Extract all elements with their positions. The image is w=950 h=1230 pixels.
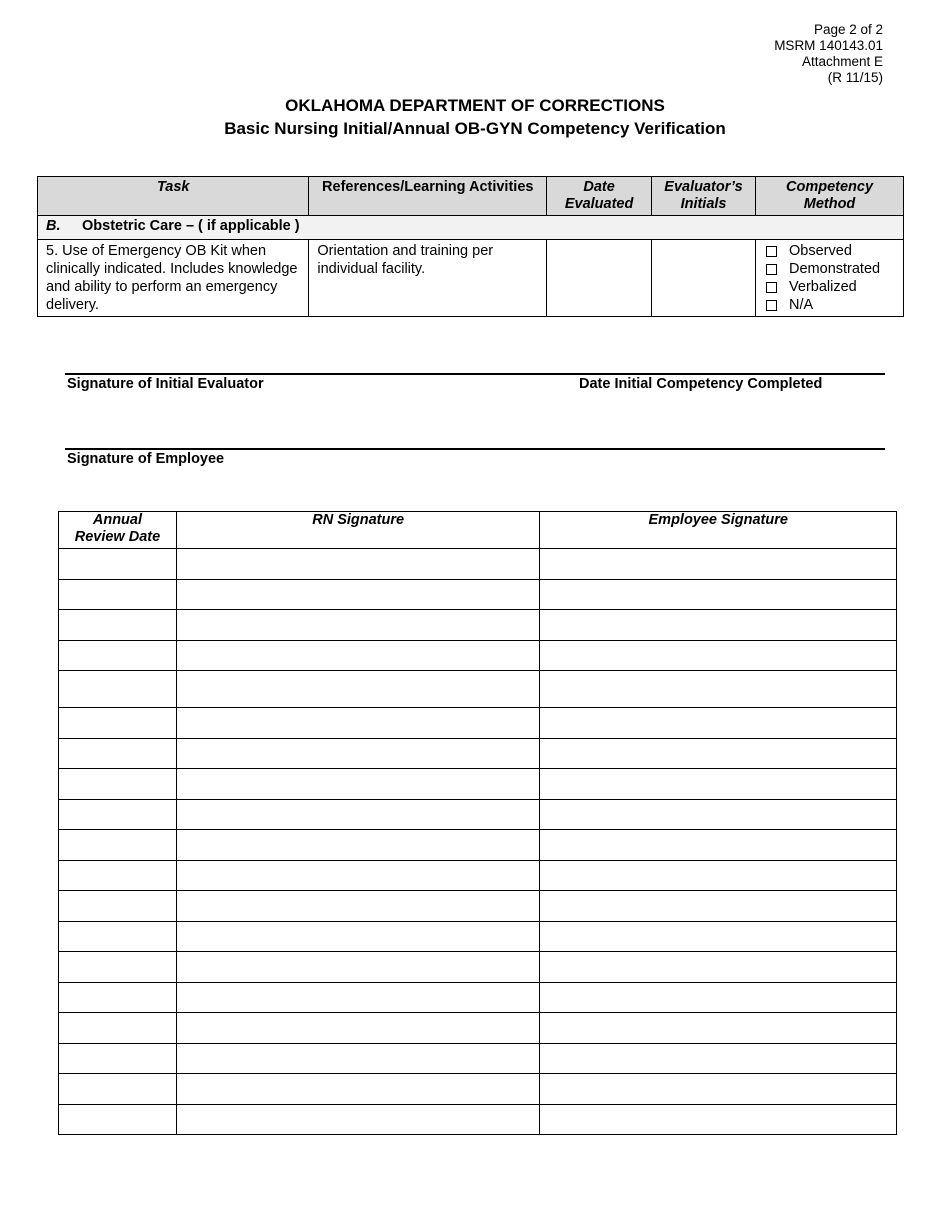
section-letter: B. (46, 218, 61, 234)
checkbox[interactable] (766, 246, 777, 257)
employee-signature-cell[interactable] (540, 1013, 897, 1044)
annual-review-table (58, 511, 897, 1135)
employee-signature-cell[interactable] (540, 1074, 897, 1105)
department-title: OKLAHOMA DEPARTMENT OF CORRECTIONS (285, 96, 665, 115)
rn-signature-cell[interactable] (176, 549, 540, 580)
rn-signature-cell[interactable] (176, 921, 540, 952)
checkbox[interactable] (766, 264, 777, 275)
method-label: Observed (789, 243, 852, 259)
review-date-cell[interactable] (59, 610, 177, 641)
review-row (59, 769, 897, 800)
review-row (59, 610, 897, 641)
date-header-line1: Date (583, 179, 615, 195)
rn-signature-header: RN Signature (176, 512, 540, 549)
review-date-cell[interactable] (59, 1074, 177, 1105)
review-row (59, 1043, 897, 1074)
rn-signature-cell[interactable] (176, 640, 540, 671)
employee-signature-cell[interactable] (540, 579, 897, 610)
review-date-cell[interactable] (59, 799, 177, 830)
review-row (59, 1104, 897, 1135)
rn-signature-cell[interactable] (176, 738, 540, 769)
review-date-cell[interactable] (59, 671, 177, 708)
evaluator-initials-cell[interactable] (652, 240, 756, 317)
section-row (38, 216, 904, 240)
task-cell: 5. Use of Emergency OB Kit when clinically indicated. Includes knowledge and ability to perform an emergency delivery. (38, 240, 309, 317)
employee-signature-header: Employee Signature (540, 512, 897, 549)
review-row (59, 830, 897, 861)
date-evaluated-cell[interactable] (547, 240, 652, 317)
review-date-cell[interactable] (59, 738, 177, 769)
references-header: References/Learning Activities (309, 177, 547, 216)
date-completed-label: Date Initial Competency Completed (579, 376, 823, 392)
rn-signature-cell[interactable] (176, 769, 540, 800)
review-date-cell[interactable] (59, 1013, 177, 1044)
review-header-row (59, 512, 897, 549)
section-title: Obstetric Care – ( if applicable ) (82, 218, 300, 234)
employee-signature-cell[interactable] (540, 891, 897, 922)
employee-signature-cell[interactable] (540, 982, 897, 1013)
rn-signature-cell[interactable] (176, 1043, 540, 1074)
initial-evaluator-label: Signature of Initial Evaluator (67, 376, 264, 392)
review-row (59, 579, 897, 610)
employee-signature-line[interactable] (65, 448, 885, 450)
review-row (59, 921, 897, 952)
review-row (59, 952, 897, 983)
rn-signature-cell[interactable] (176, 610, 540, 641)
method-label: Verbalized (789, 279, 857, 295)
form-title: Basic Nursing Initial/Annual OB-GYN Competency Verification (224, 119, 726, 138)
method-option[interactable] (766, 296, 895, 314)
review-row (59, 799, 897, 830)
rn-signature-cell[interactable] (176, 860, 540, 891)
employee-signature-cell[interactable] (540, 610, 897, 641)
review-date-cell[interactable] (59, 579, 177, 610)
competency-table (37, 176, 904, 317)
employee-signature-cell[interactable] (540, 1043, 897, 1074)
review-date-cell[interactable] (59, 891, 177, 922)
form-number: MSRM 140143.01 (774, 38, 883, 53)
employee-signature-cell[interactable] (540, 549, 897, 580)
date-header-line2: Evaluated (564, 196, 634, 212)
initials-header (652, 177, 756, 216)
review-date-cell[interactable] (59, 708, 177, 739)
review-date-cell[interactable] (59, 952, 177, 983)
rn-signature-cell[interactable] (176, 671, 540, 708)
review-row (59, 671, 897, 708)
checkbox[interactable] (766, 300, 777, 311)
review-body (59, 549, 897, 1135)
employee-signature-cell[interactable] (540, 708, 897, 739)
employee-signature-cell[interactable] (540, 860, 897, 891)
rn-signature-cell[interactable] (176, 830, 540, 861)
review-date-cell[interactable] (59, 830, 177, 861)
review-row (59, 640, 897, 671)
review-date-cell[interactable] (59, 1104, 177, 1135)
rn-signature-cell[interactable] (176, 799, 540, 830)
method-cell (756, 240, 904, 317)
evaluator-signature-line[interactable] (65, 373, 885, 375)
review-date-header (59, 512, 177, 549)
review-row (59, 891, 897, 922)
review-row (59, 708, 897, 739)
review-date-header-line2: Review Date (74, 529, 161, 545)
review-date-cell[interactable] (59, 921, 177, 952)
competency-header-row (38, 177, 904, 216)
employee-signature-cell[interactable] (540, 799, 897, 830)
employee-signature-cell[interactable] (540, 738, 897, 769)
attachment-label: Attachment E (801, 54, 883, 69)
review-date-cell[interactable] (59, 982, 177, 1013)
employee-signature-label: Signature of Employee (67, 451, 225, 467)
review-row (59, 982, 897, 1013)
method-option[interactable] (766, 278, 895, 296)
employee-signature-cell[interactable] (540, 769, 897, 800)
date-evaluated-header (547, 177, 652, 216)
rn-signature-cell[interactable] (176, 1104, 540, 1135)
revision-date: (R 11/15) (827, 70, 883, 85)
review-row (59, 1013, 897, 1044)
rn-signature-cell[interactable] (176, 579, 540, 610)
review-date-cell[interactable] (59, 640, 177, 671)
method-option[interactable] (766, 260, 895, 278)
employee-signature-cell[interactable] (540, 952, 897, 983)
review-date-cell[interactable] (59, 769, 177, 800)
review-date-cell[interactable] (59, 1043, 177, 1074)
review-date-cell[interactable] (59, 549, 177, 580)
rn-signature-cell[interactable] (176, 982, 540, 1013)
rn-signature-cell[interactable] (176, 891, 540, 922)
method-header-line1: Competency (785, 179, 874, 195)
task-header: Task (38, 177, 309, 216)
rn-signature-cell[interactable] (176, 708, 540, 739)
page-number: Page 2 of 2 (813, 22, 883, 37)
form-header-info (774, 22, 883, 86)
employee-signature-cell[interactable] (540, 921, 897, 952)
employee-signature-cell[interactable] (540, 671, 897, 708)
review-row (59, 738, 897, 769)
references-cell: Orientation and training per individual facility. (309, 240, 547, 317)
review-row (59, 860, 897, 891)
review-date-cell[interactable] (59, 860, 177, 891)
initials-header-line1: Evaluator’s (664, 179, 743, 195)
rn-signature-cell[interactable] (176, 952, 540, 983)
competency-row (38, 240, 904, 317)
initials-header-line2: Initials (680, 196, 727, 212)
employee-signature-cell[interactable] (540, 640, 897, 671)
review-row (59, 549, 897, 580)
method-header-line2: Method (803, 196, 856, 212)
method-label: Demonstrated (789, 261, 881, 277)
review-row (59, 1074, 897, 1105)
checkbox[interactable] (766, 282, 777, 293)
method-label: N/A (789, 297, 814, 313)
employee-signature-cell[interactable] (540, 830, 897, 861)
employee-signature-cell[interactable] (540, 1104, 897, 1135)
rn-signature-cell[interactable] (176, 1013, 540, 1044)
method-option[interactable] (766, 242, 895, 260)
section-label (38, 216, 904, 240)
review-date-header-line1: Annual (92, 512, 143, 528)
rn-signature-cell[interactable] (176, 1074, 540, 1105)
method-header (756, 177, 904, 216)
